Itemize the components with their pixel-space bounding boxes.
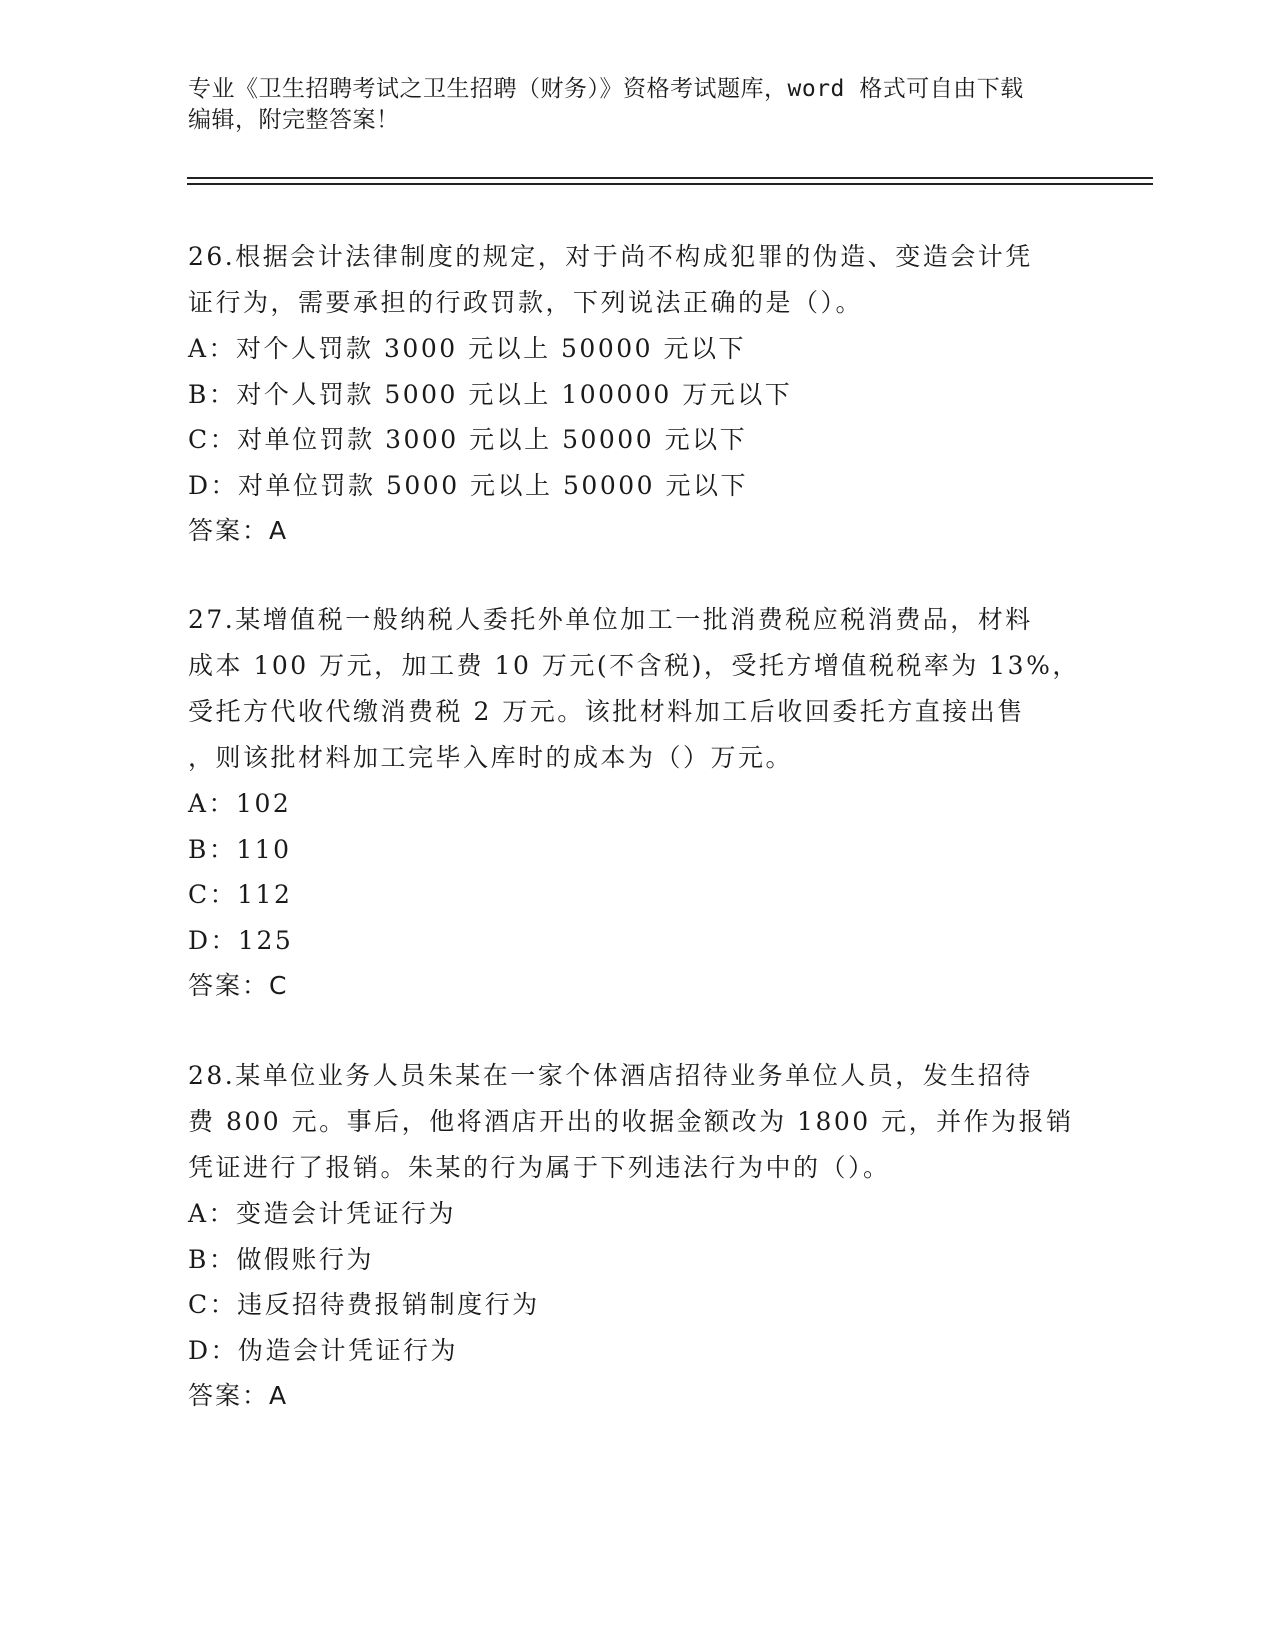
option-a: A：对个人罚款 3000 元以上 50000 元以下 (188, 334, 746, 363)
option-d: D：125 (188, 925, 294, 955)
option-d: D：对单位罚款 5000 元以上 50000 元以下 (188, 470, 748, 500)
question-stem-line: 证行为，需要承担的行政罚款，下列说法正确的是（）。 (188, 288, 864, 317)
question-stem-line: 27.某增值税一般纳税人委托外单位加工一批消费税应税消费品，材料 (188, 605, 1033, 634)
question-27 (188, 597, 1088, 1009)
header-divider (187, 183, 1153, 185)
header-line: 编辑，附完整答案！ (188, 107, 400, 133)
question-stem-line: 26.根据会计法律制度的规定，对于尚不构成犯罪的伪造、变造会计凭 (188, 242, 1033, 271)
question-stem-line: 28.某单位业务人员朱某在一家个体酒店招待业务单位人员，发生招待 (188, 1061, 1033, 1090)
option-c: C：对单位罚款 3000 元以上 50000 元以下 (188, 425, 748, 454)
question-stem-line: 费 800 元。事后，他将酒店开出的收据金额改为 1800 元，并作为报销 (188, 1107, 1074, 1136)
header-line: 专业《卫生招聘考试之卫生招聘（财务）》资格考试题库，word 格式可自由下载 (188, 76, 1024, 102)
answer: 答案：C (188, 971, 289, 1000)
option-b: B：对个人罚款 5000 元以上 100000 万元以下 (188, 379, 793, 409)
option-a: A：变造会计凭证行为 (188, 1199, 457, 1228)
question-stem-line: 凭证进行了报销。朱某的行为属于下列违法行为中的（）。 (188, 1153, 891, 1182)
option-c: C：违反招待费报销制度行为 (188, 1290, 540, 1319)
question-stem-line: ，则该批材料加工完毕入库时的成本为（）万元。 (188, 743, 794, 772)
option-d: D：伪造会计凭证行为 (188, 1335, 459, 1365)
option-a: A：102 (188, 789, 292, 818)
question-28 (188, 1053, 1088, 1419)
option-b: B：做假账行为 (188, 1244, 374, 1274)
question-stem-line: 受托方代收代缴消费税 2 万元。该批材料加工后收回委托方直接出售 (188, 697, 1025, 726)
option-c: C：112 (188, 880, 293, 909)
answer: 答案：A (188, 516, 289, 545)
header-divider (187, 177, 1153, 179)
question-stem-line: 成本 100 万元，加工费 10 万元(不含税)，受托方增值税税率为 13%， (188, 651, 1080, 680)
answer: 答案：A (188, 1381, 289, 1410)
question-26 (188, 234, 1088, 554)
document-header (188, 74, 1068, 136)
option-b: B：110 (188, 834, 292, 864)
